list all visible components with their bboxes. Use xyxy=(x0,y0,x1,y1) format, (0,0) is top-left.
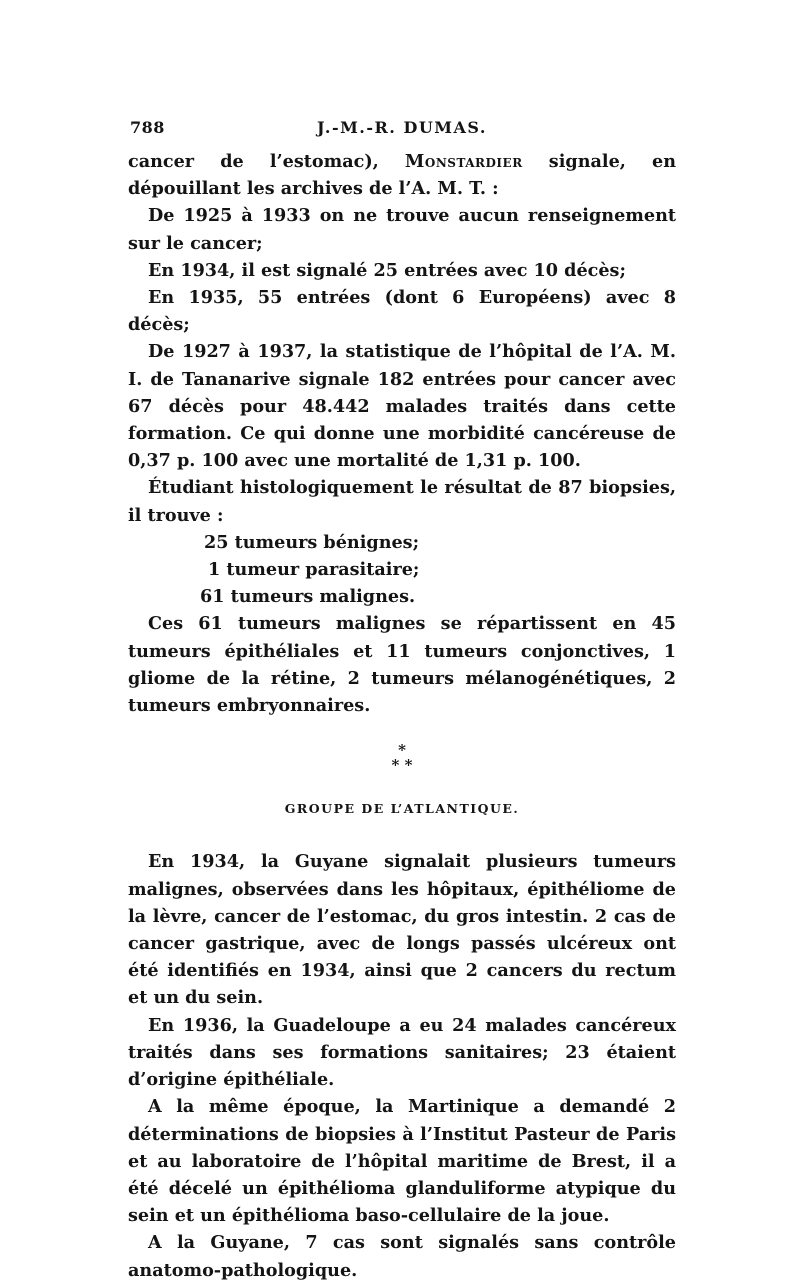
list-item: 1 tumeur parasitaire; xyxy=(208,559,420,581)
list-item: 25 tumeurs bénignes; xyxy=(204,531,420,553)
paragraph: En 1934, il est signalé 25 entrées avec 10 décès; xyxy=(148,259,626,281)
running-head xyxy=(128,112,676,138)
text-segment: cancer de l’estomac), xyxy=(128,151,405,172)
section-heading: GROUPE DE L’ATLANTIQUE. xyxy=(284,801,520,817)
paragraph: De 1927 à 1937, la statistique de l’hôpital de l’A. M. I. de Tananarive signale 182 entrées pour cancer avec 67 décès pour 48.442 malades traités dans cette formation. Ce qui donne une morbidité cancéreuse de 0,37 p. 100 avec une mortalité de 1,31 p. 100. xyxy=(128,341,676,472)
paragraph: De 1925 à 1933 on ne trouve aucun renseignement sur le cancer; xyxy=(128,205,676,254)
paragraph: En 1935, 55 entrées (dont 6 Européens) avec 8 décès; xyxy=(128,287,676,336)
paragraph: Ces 61 tumeurs malignes se répartissent en 45 tumeurs épithéliales et 11 tumeurs conjonctives, 1 gliome de la rétine, 2 tumeurs mélanogénétiques, 2 tumeurs embryonnaires. xyxy=(128,613,676,717)
page-number: 788 xyxy=(130,118,165,137)
list-item: 61 tumeurs malignes. xyxy=(200,586,416,608)
paragraph: A la même époque, la Martinique a demandé 2 déterminations de biopsies à l’Institut Pasteur de Paris et au laboratoire de l’hôpital maritime de Brest, il a été décelé un épithélioma glanduliforme atypique du sein et un épithélioma baso-cellulaire de la joue. xyxy=(128,1096,676,1227)
separator-top: * xyxy=(398,741,406,760)
author-name: Monstardier xyxy=(404,151,523,172)
paragraph: Étudiant histologiquement le résultat de 87 biopsies, il trouve : xyxy=(128,477,676,526)
paragraph: A la Guyane, 7 cas sont signalés sans contrôle anatomo-pathologique. xyxy=(128,1232,676,1281)
section-separator xyxy=(128,743,676,773)
paragraph: En 1936, la Guadeloupe a eu 24 malades cancéreux traités dans ses formations sanitaires; 23 étaient d’origine épithéliale. xyxy=(128,1014,676,1091)
text-segment: signale, en dépouillant les archives de l’A. M. T. : xyxy=(128,151,676,200)
book-page xyxy=(128,112,676,1284)
running-title: J.-M.-R. DUMAS. xyxy=(317,118,487,137)
paragraph-continuation xyxy=(128,148,676,202)
tumor-list xyxy=(128,529,676,611)
separator-bottom: * * xyxy=(391,756,413,775)
paragraph: En 1934, la Guyane signalait plusieurs tumeurs malignes, observées dans les hôpitaux, épithéliome de la lèvre, cancer de l’estomac, du gros intestin. 2 cas de cancer gastrique, avec de longs passés ulcéreux ont été identifiés en 1934, ainsi que 2 cancers du rectum et un du sein. xyxy=(128,851,676,1009)
page-body xyxy=(128,148,676,1284)
